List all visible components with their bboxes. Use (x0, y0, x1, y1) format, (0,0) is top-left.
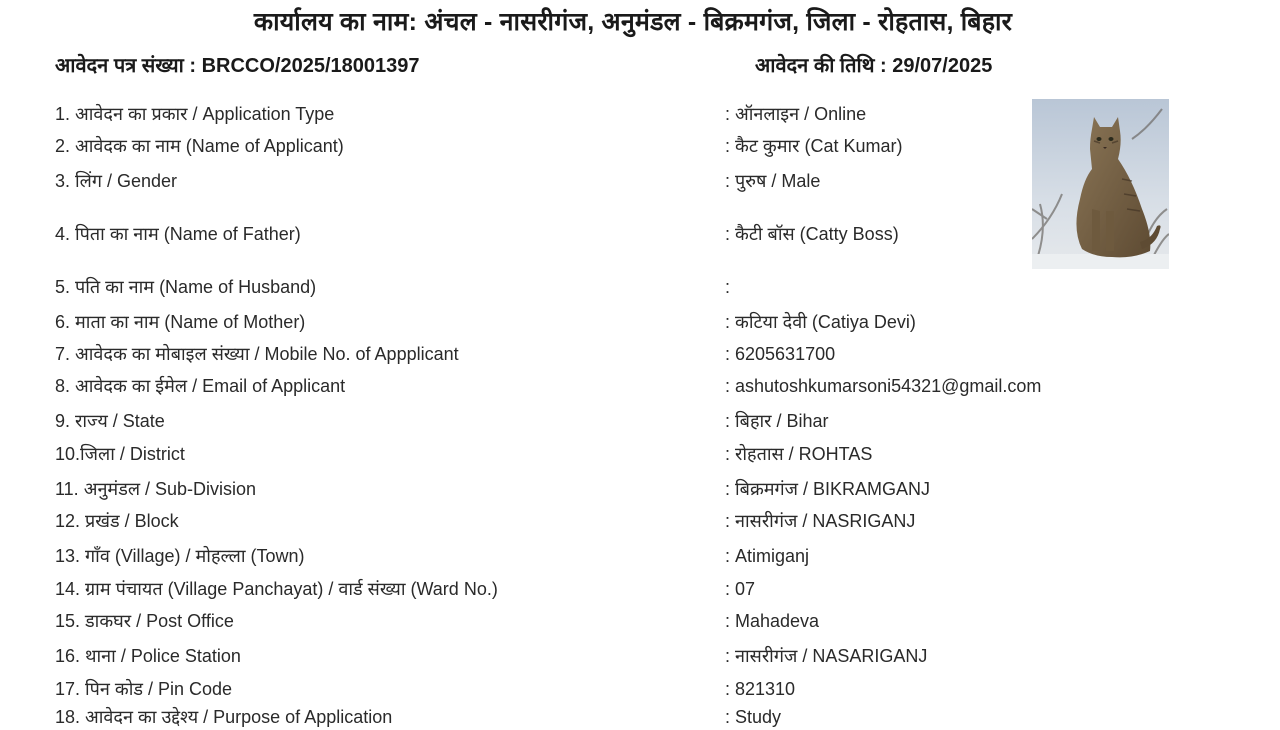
field-value: Atimiganj (735, 546, 810, 566)
field-value: पुरुष / Male (735, 171, 821, 191)
field-label: 10.जिला / District (55, 444, 185, 464)
field-label: 6. माता का नाम (Name of Mother) (55, 312, 306, 332)
field-post-office: 15. डाकघर / Post Office : Mahadeva (0, 608, 1280, 634)
field-label: 5. पति का नाम (Name of Husband) (55, 277, 317, 297)
field-district: 10.जिला / District : रोहतास / ROHTAS (0, 441, 1280, 467)
field-pin-code: 17. पिन कोड / Pin Code : 821310 (0, 676, 1280, 702)
office-name-heading: कार्यालय का नाम: अंचल - नासरीगंज, अनुमंडल - बिक्रमगंज, जिला - रोहतास, बिहार (253, 8, 1013, 36)
field-email: 8. आवेदक का ईमेल / Email of Applicant : ashutoshkumarsoni54321@gmail.com (0, 373, 1280, 399)
field-label: 12. प्रखंड / Block (55, 511, 179, 531)
field-label: 13. गाँव (Village) / मोहल्ला (Town) (55, 546, 305, 566)
field-police-station: 16. थाना / Police Station : नासरीगंज / NASARIGANJ (0, 643, 1280, 669)
field-label: 7. आवेदक का मोबाइल संख्या / Mobile No. of Appplicant (55, 344, 459, 364)
field-label: 3. लिंग / Gender (55, 171, 178, 191)
field-husband-name: 5. पति का नाम (Name of Husband) : (0, 274, 1280, 300)
field-sub-division: 11. अनुमंडल / Sub-Division : बिक्रमगंज / BIKRAMGANJ (0, 476, 1280, 502)
field-label: 8. आवेदक का ईमेल / Email of Applicant (55, 376, 346, 396)
field-purpose: 18. आवेदन का उद्देश्य / Purpose of Application : Study (0, 704, 1280, 730)
field-value: बिक्रमगंज / BIKRAMGANJ (735, 479, 931, 499)
field-value: रोहतास / ROHTAS (735, 444, 873, 464)
application-date: आवेदन की तिथि : 29/07/2025 (755, 55, 993, 77)
field-value: ashutoshkumarsoni54321@gmail.com (735, 376, 1042, 396)
field-label: 14. ग्राम पंचायत (Village Panchayat) / वार्ड संख्या (Ward No.) (55, 579, 498, 599)
field-value: नासरीगंज / NASARIGANJ (735, 646, 928, 666)
field-father-name: 4. पिता का नाम (Name of Father) : कैटी बॉस (Catty Boss) (0, 221, 1280, 247)
field-label: 18. आवेदन का उद्देश्य / Purpose of Application (55, 707, 393, 727)
field-label: 17. पिन कोड / Pin Code (55, 679, 233, 699)
field-label: 15. डाकघर / Post Office (55, 611, 234, 631)
field-label: 4. पिता का नाम (Name of Father) (55, 224, 301, 244)
application-number: आवेदन पत्र संख्या : BRCCO/2025/18001397 (55, 55, 420, 77)
field-value: 07 (735, 579, 756, 599)
field-label: 11. अनुमंडल / Sub-Division (55, 479, 257, 499)
field-mother-name: 6. माता का नाम (Name of Mother) : कटिया देवी (Catiya Devi) (0, 309, 1280, 335)
field-label: 2. आवेदक का नाम (Name of Applicant) (55, 136, 344, 156)
field-value: Study (735, 707, 782, 727)
field-gender: 3. लिंग / Gender : पुरुष / Male (0, 168, 1280, 194)
field-applicant-name: 2. आवेदक का नाम (Name of Applicant) : कैट कुमार (Cat Kumar) (0, 133, 1280, 159)
field-label: 16. थाना / Police Station (55, 646, 241, 666)
field-application-type: 1. आवेदन का प्रकार / Application Type : ऑनलाइन / Online (0, 101, 1280, 127)
field-mobile-number: 7. आवेदक का मोबाइल संख्या / Mobile No. of Appplicant : 6205631700 (0, 341, 1280, 367)
field-value: बिहार / Bihar (735, 411, 829, 431)
field-value: 6205631700 (735, 344, 836, 364)
field-block: 12. प्रखंड / Block : नासरीगंज / NASRIGANJ (0, 508, 1280, 534)
field-value: कैट कुमार (Cat Kumar) (735, 136, 903, 156)
field-value: Mahadeva (735, 611, 820, 631)
field-value: ऑनलाइन / Online (735, 104, 867, 124)
field-value: नासरीगंज / NASRIGANJ (735, 511, 916, 531)
field-panchayat-ward: 14. ग्राम पंचायत (Village Panchayat) / वार्ड संख्या (Ward No.) : 07 (0, 576, 1280, 602)
field-value: कटिया देवी (Catiya Devi) (735, 312, 916, 332)
field-village-town: 13. गाँव (Village) / मोहल्ला (Town) : Atimiganj (0, 543, 1280, 569)
field-value: 821310 (735, 679, 796, 699)
field-value: कैटी बॉस (Catty Boss) (735, 224, 899, 244)
field-label: 1. आवेदन का प्रकार / Application Type (55, 104, 335, 124)
field-label: 9. राज्य / State (55, 411, 165, 431)
field-state: 9. राज्य / State : बिहार / Bihar (0, 408, 1280, 434)
